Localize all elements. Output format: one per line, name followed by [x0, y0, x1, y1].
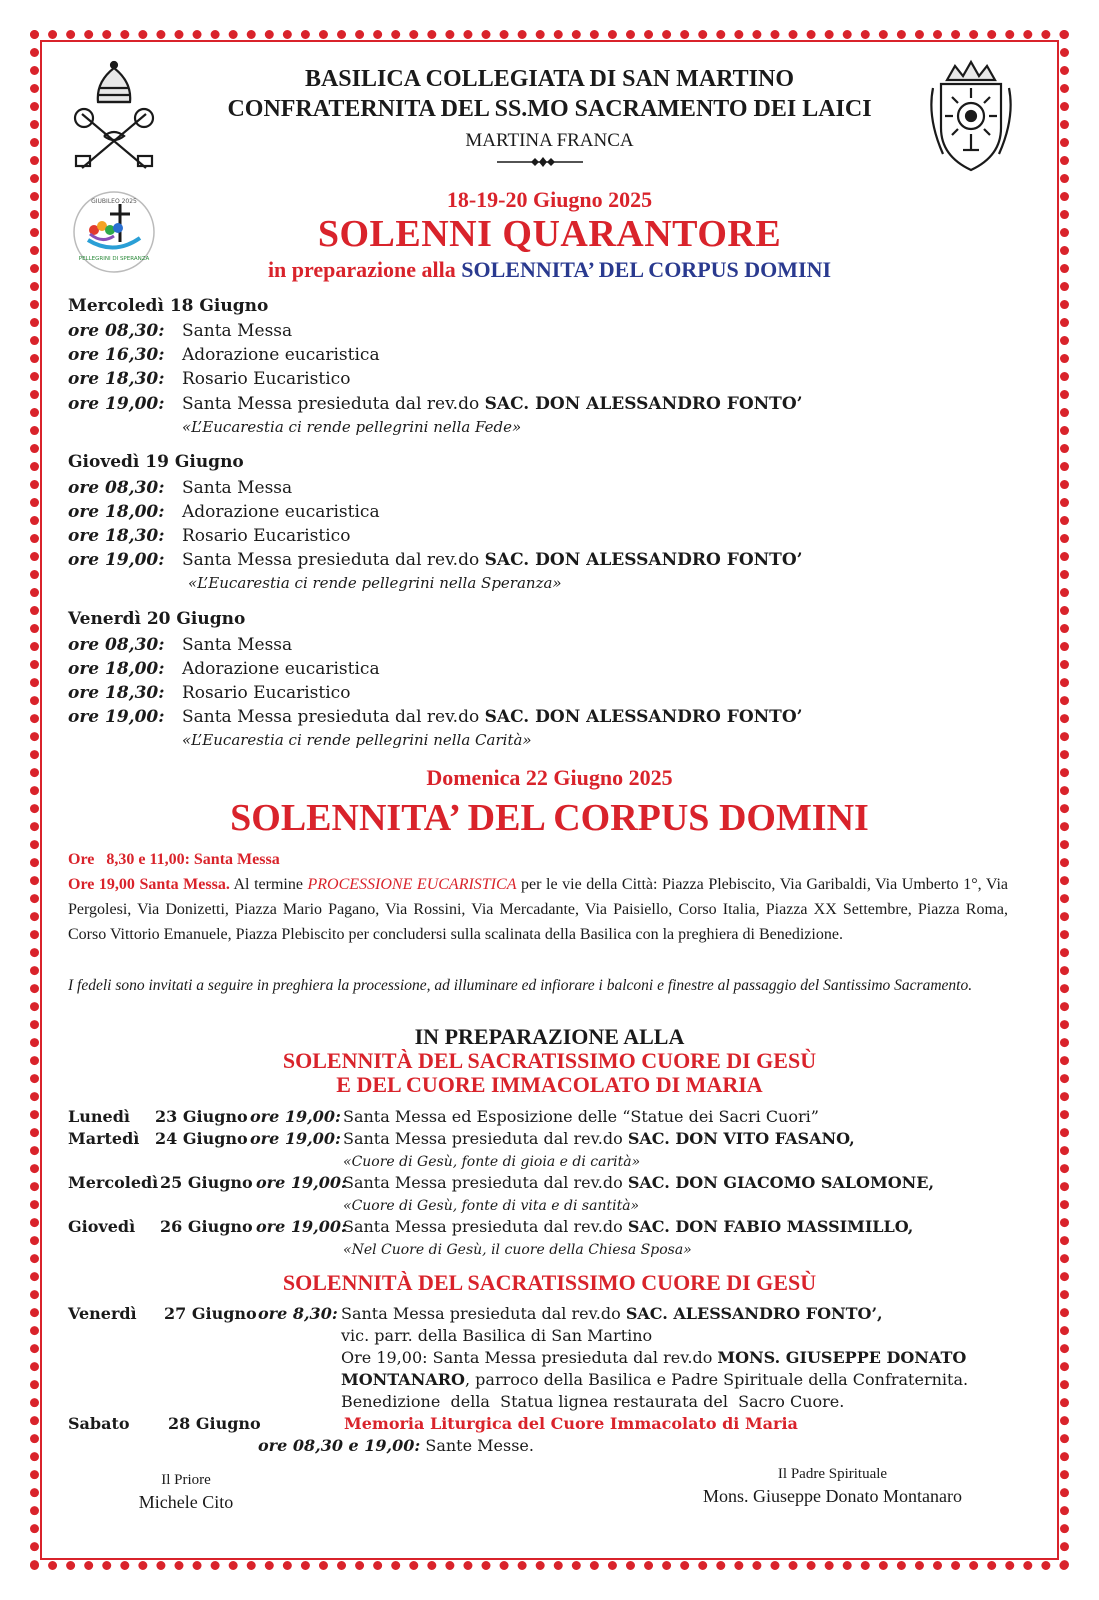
schedule-desc: Santa Messa	[182, 321, 293, 341]
friday-line3-text: Ore 19,00: Santa Messa presieduta dal rev.do	[341, 1348, 718, 1367]
day-heading: Giovedì 19 Giugno	[68, 452, 244, 472]
prep-quote: «Cuore di Gesù, fonte di vita e di santità»	[343, 1198, 640, 1214]
schedule-desc: Adorazione eucaristica	[182, 659, 380, 679]
schedule-time: ore 18,30:	[68, 683, 165, 703]
signature-left-role: Il Priore	[161, 1472, 211, 1488]
friday-line5: Benedizione della Statua lignea restaurata del Sacro Cuore.	[341, 1392, 845, 1411]
day-quote: «L’Eucarestia ci rende pellegrini nella Carità»	[182, 731, 532, 749]
saturday-date: 28 Giugno	[168, 1414, 261, 1433]
schedule-row	[68, 525, 351, 547]
prep-time: ore 19,00:	[250, 1107, 341, 1126]
saturday-memo: Memoria Liturgica del Cuore Immacolato di Maria	[344, 1414, 798, 1433]
prep-desc-text: Santa Messa presieduta dal rev.do	[343, 1173, 628, 1192]
prep-day: Lunedì	[68, 1107, 130, 1126]
prep-time: ore 19,00:	[256, 1217, 347, 1236]
celebrant-name: SAC. DON ALESSANDRO FONTO’	[484, 550, 803, 570]
prep-quote: «Cuore di Gesù, fonte di gioia e di carità»	[343, 1154, 641, 1170]
schedule-row	[68, 477, 293, 499]
prep-desc	[343, 1172, 934, 1194]
schedule-desc	[182, 393, 803, 415]
prep-sub2: E DEL CUORE IMMACOLATO DI MARIA	[336, 1072, 763, 1097]
day-quote: «L’Eucarestia ci rende pellegrini nella Speranza»	[188, 574, 562, 592]
schedule-time: ore 18,00:	[68, 502, 165, 522]
signature-right-name: Mons. Giuseppe Donato Montanaro	[703, 1486, 962, 1506]
procession-route: per le vie della Città: Piazza Plebiscito, Via Garibaldi, Via Umberto 1°, Via Pergolesi, Via Donizetti, Piazza Mario Pagano, Via Rossini, Via Mercadante, Via Paisiello, Corso Italia, Piazza XX Settembre, Piazza Roma, Corso Vittorio Emanuele, Piazza Plebiscito per concludersi sulla scalinata della Basilica con la preghiera di Benedizione.	[68, 876, 1009, 943]
schedule-row	[68, 393, 803, 415]
schedule-desc	[182, 706, 803, 728]
prep-desc: Santa Messa ed Esposizione delle “Statue dei Sacri Cuori”	[343, 1107, 819, 1126]
schedule-time: ore 18,30:	[68, 369, 165, 389]
prep-date: 24 Giugno	[155, 1129, 248, 1148]
celebrant-name: SAC. ALESSANDRO FONTO’,	[625, 1304, 883, 1323]
schedule-desc: Rosario Eucaristico	[182, 369, 351, 389]
prep-desc	[343, 1216, 913, 1238]
signature-right-role: Il Padre Spirituale	[777, 1466, 888, 1482]
schedule-desc-text: Santa Messa presieduta dal rev.do	[182, 394, 485, 414]
corpus-procession-paragraph	[68, 872, 1008, 947]
sacred-heart-heading: SOLENNITÀ DEL SACRATISSIMO CUORE DI GESÙ	[282, 1270, 817, 1295]
friday-line1-text: Santa Messa presieduta dal rev.do	[341, 1304, 626, 1323]
event-subtitle	[0, 257, 1099, 283]
prep-desc-text: Santa Messa presieduta dal rev.do	[343, 1217, 628, 1236]
schedule-desc	[182, 549, 803, 571]
celebrant-name: MONS. GIUSEPPE DONATO	[717, 1348, 967, 1367]
celebrant-surname: MONTANARO	[341, 1370, 465, 1389]
friday-line2: vic. parr. della Basilica di San Martino	[341, 1326, 653, 1345]
prep-desc	[343, 1128, 855, 1150]
schedule-row	[68, 501, 380, 523]
event-dates: 18-19-20 Giugno 2025	[446, 187, 653, 212]
schedule-desc: Santa Messa	[182, 478, 293, 498]
day-heading: Venerdì 20 Giugno	[68, 609, 246, 629]
schedule-row	[68, 320, 293, 342]
schedule-time: ore 18,30:	[68, 526, 165, 546]
schedule-row	[68, 549, 803, 571]
celebrant-name: SAC. DON VITO FASANO,	[627, 1129, 855, 1148]
prep-sub1: SOLENNITÀ DEL SACRATISSIMO CUORE DI GESÙ	[282, 1048, 817, 1073]
prep-date: 23 Giugno	[155, 1107, 248, 1126]
procession-label: PROCESSIONE EUCARISTICA	[307, 876, 517, 893]
saturday-day: Sabato	[68, 1414, 130, 1433]
prep-day: Mercoledì	[68, 1173, 159, 1192]
schedule-row	[68, 682, 351, 704]
schedule-time: ore 16,30:	[68, 345, 165, 365]
corpus-mass-times: Ore 8,30 e 11,00: Santa Messa	[68, 851, 280, 868]
signature-left-name: Michele Cito	[138, 1492, 234, 1512]
header-confraternita: CONFRATERNITA DEL SS.MO SACRAMENTO DEI LAICI	[227, 96, 872, 122]
celebrant-name: SAC. DON ALESSANDRO FONTO’	[484, 707, 803, 727]
prep-time: ore 19,00:	[250, 1129, 341, 1148]
schedule-time: ore 08,30:	[68, 321, 165, 341]
schedule-row	[68, 658, 380, 680]
corpus-title: SOLENNITA’ DEL CORPUS DOMINI	[230, 797, 869, 839]
schedule-desc: Rosario Eucaristico	[182, 683, 351, 703]
schedule-time: ore 19,00:	[68, 394, 165, 414]
prep-date: 25 Giugno	[160, 1173, 253, 1192]
day-heading: Mercoledì 18 Giugno	[68, 296, 269, 316]
saturday-desc: Sante Messe.	[420, 1436, 534, 1455]
schedule-desc-text: Santa Messa presieduta dal rev.do	[182, 707, 485, 727]
prep-day: Martedì	[68, 1129, 140, 1148]
event-title: SOLENNI QUARANTORE	[317, 213, 782, 255]
day-quote: «L’Eucarestia ci rende pellegrini nella Fede»	[182, 418, 522, 436]
schedule-time: ore 18,00:	[68, 659, 165, 679]
friday-line1	[341, 1303, 883, 1325]
friday-line4-text: , parroco della Basilica e Padre Spirituale della Confraternita.	[465, 1370, 969, 1389]
schedule-desc: Adorazione eucaristica	[182, 502, 380, 522]
schedule-time: ore 08,30:	[68, 635, 165, 655]
schedule-time: ore 08,30:	[68, 478, 165, 498]
schedule-desc-text: Santa Messa presieduta dal rev.do	[182, 550, 485, 570]
header-city: MARTINA FRANCA	[465, 130, 634, 151]
schedule-desc: Adorazione eucaristica	[182, 345, 380, 365]
prep-quote: «Nel Cuore di Gesù, il cuore della Chiesa Sposa»	[343, 1242, 692, 1258]
prep-day: Giovedì	[68, 1217, 136, 1236]
ornament-divider-icon	[497, 155, 583, 169]
corpus-text: Al termine	[229, 876, 308, 893]
prep-date: 26 Giugno	[160, 1217, 253, 1236]
schedule-desc: Rosario Eucaristico	[182, 526, 351, 546]
prep-heading: IN PREPARAZIONE ALLA	[414, 1024, 685, 1049]
corpus-evening-mass: Ore 19,00 Santa Messa.	[68, 876, 230, 893]
jubilee-ring-text: PELLEGRINI DI SPERANZA	[78, 256, 150, 262]
saturday-masses	[258, 1435, 534, 1457]
corpus-date: Domenica 22 Giugno 2025	[426, 765, 673, 790]
event-subtitle-prefix: in preparazione alla	[267, 257, 456, 282]
corpus-note: I fedeli sono invitati a seguire in preghiera la processione, ad illuminare ed infiorare i balconi e finestre al passaggio del Santissimo Sacramento.	[68, 977, 973, 994]
saturday-time: ore 08,30 e 19,00:	[258, 1436, 421, 1455]
friday-day: Venerdì	[68, 1304, 137, 1323]
schedule-row	[68, 706, 803, 728]
friday-line3	[341, 1347, 966, 1369]
schedule-time: ore 19,00:	[68, 550, 165, 570]
schedule-row	[68, 368, 351, 390]
schedule-row	[68, 634, 293, 656]
friday-time: ore 8,30:	[258, 1304, 338, 1323]
prep-desc-text: Santa Messa presieduta dal rev.do	[343, 1129, 628, 1148]
event-subtitle-main: SOLENNITA’ DEL CORPUS DOMINI	[461, 257, 832, 282]
header-basilica: BASILICA COLLEGIATA DI SAN MARTINO	[304, 66, 795, 92]
celebrant-name: SAC. DON FABIO MASSIMILLO,	[627, 1217, 914, 1236]
friday-date: 27 Giugno	[164, 1304, 257, 1323]
celebrant-name: SAC. DON ALESSANDRO FONTO’	[484, 394, 803, 414]
friday-line4	[341, 1369, 968, 1391]
schedule-row	[68, 344, 380, 366]
celebrant-name: SAC. DON GIACOMO SALOMONE,	[627, 1173, 935, 1192]
schedule-desc: Santa Messa	[182, 635, 293, 655]
jubilee-top-text: GIUBILEO 2025	[91, 198, 137, 205]
schedule-time: ore 19,00:	[68, 707, 165, 727]
prep-time: ore 19,00:	[256, 1173, 347, 1192]
